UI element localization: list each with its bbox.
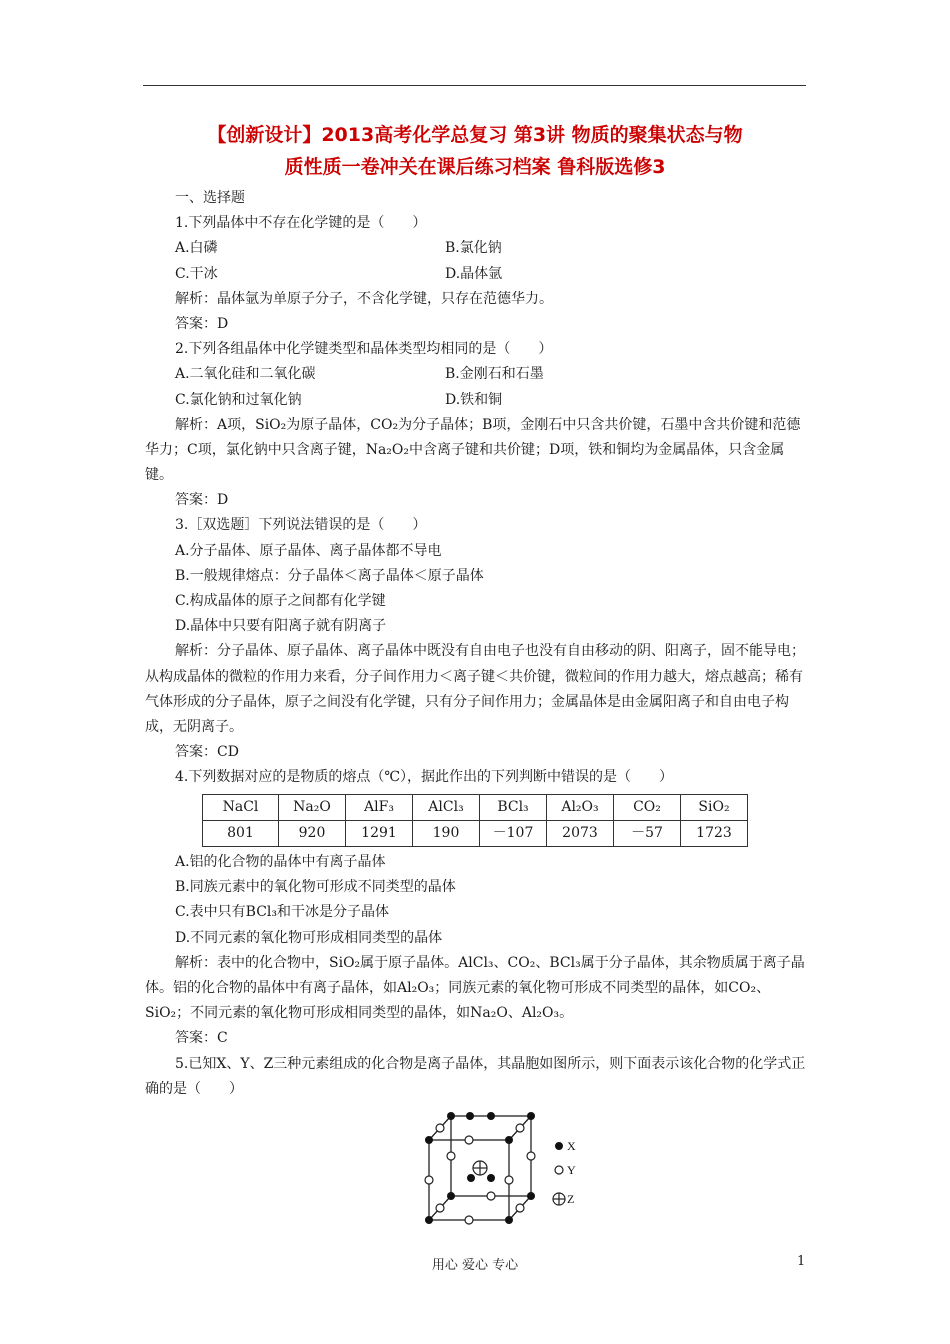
q1-options-row-1	[145, 236, 810, 261]
table-value-cell: 920	[279, 820, 346, 846]
q2-stem: 2.下列各组晶体中化学键类型和晶体类型均相同的是（ ）	[175, 341, 553, 358]
q4-option-a: A.铝的化合物的晶体中有离子晶体	[175, 854, 386, 871]
melting-point-table	[202, 794, 748, 847]
table-header-cell: AlF₃	[346, 794, 413, 820]
legend-y-label: Y	[567, 1162, 576, 1177]
document-body	[145, 186, 810, 1237]
q1-option-b: B.氯化钠	[445, 240, 502, 257]
table-header-row	[203, 794, 748, 820]
q4-answer: 答案：C	[175, 1030, 228, 1047]
table-value-cell: 1291	[346, 820, 413, 846]
q2-option-c: C.氯化钠和过氧化钠	[175, 391, 302, 408]
document-title-line-2: 质性质一卷冲关在课后练习档案 鲁科版选修3	[284, 156, 666, 178]
q1-stem: 1.下列晶体中不存在化学键的是（ ）	[175, 215, 427, 232]
table-header-cell: AlCl₃	[413, 794, 480, 820]
q4-analysis: 解析：表中的化合物中，SiO₂属于原子晶体。AlCl₃、CO₂、BCl₃属于分子晶体，其余物质属于离子晶体。铝的化合物的晶体中有离子晶体，如Al₂O₃；同族元素的氧化物可形成不同类型的晶体，如CO₂、SiO₂；不同元素的氧化物可形成相同类型的晶体，如Na₂O、Al₂O₃。	[145, 954, 805, 1022]
q3-analysis: 解析：分子晶体、原子晶体、离子晶体中既没有自由电子也没有自由移动的阴、阳离子，固不能导电；从构成晶体的微粒的作用力来看，分子间作用力＜离子键＜共价键，微粒间的作用力越大，熔点越高；稀有气体形成的分子晶体，原子之间没有化学键，只有分子间作用力；金属晶体是由金属阳离子和自由电子构成，无阴离子。	[145, 643, 805, 736]
q4-option-d: D.不同元素的氧化物可形成相同类型的晶体	[175, 929, 443, 946]
crystal-cell-figure	[145, 1102, 810, 1237]
q2-options-row-1	[145, 362, 810, 387]
table-value-cell: －57	[614, 820, 681, 846]
q2-option-b: B.金刚石和石墨	[445, 366, 544, 383]
q2-option-a: A.二氧化硅和二氧化碳	[175, 366, 316, 383]
table-header-cell: Na₂O	[279, 794, 346, 820]
page-number: 1	[797, 1254, 806, 1269]
q2-options-row-2	[145, 388, 810, 413]
section-heading: 一、选择题	[175, 190, 245, 206]
table-value-cell: 801	[203, 820, 279, 846]
q4-stem: 4.下列数据对应的是物质的熔点（℃），据此作出的下列判断中错误的是（ ）	[175, 769, 674, 786]
legend	[553, 1139, 576, 1206]
legend-x-label: X	[567, 1138, 576, 1153]
header-rule	[143, 85, 806, 86]
q3-option-b: B.一般规律熔点：分子晶体＜离子晶体＜原子晶体	[175, 567, 484, 584]
q2-analysis: 解析：A项，SiO₂为原子晶体，CO₂为分子晶体；B项，金刚石中只含共价键，石墨中含共价键和范德华力；C项，氯化钠中只含离子键，Na₂O₂中含离子键和共价键；D项，铁和铜均为金属晶体，只含金属键。	[145, 416, 801, 484]
table-header-cell: CO₂	[614, 794, 681, 820]
q2-analysis-block	[145, 413, 810, 489]
table-value-row	[203, 820, 748, 846]
table-header-cell: BCl₃	[480, 794, 547, 820]
q2-option-d: D.铁和铜	[445, 391, 503, 408]
document-title-line-1: 【创新设计】2013高考化学总复习 第3讲 物质的聚集状态与物	[207, 124, 743, 146]
q1-analysis: 解析：晶体氩为单原子分子，不含化学键，只存在范德华力。	[175, 290, 553, 307]
q5-stem: 5.已知X、Y、Z三种元素组成的化合物是离子晶体，其晶胞如图所示，则下面表示该化合物的化学式正确的是（ ）	[145, 1055, 806, 1097]
q3-option-a: A.分子晶体、原子晶体、离子晶体都不导电	[175, 542, 442, 559]
q1-option-a: A.白磷	[175, 240, 218, 257]
q1-option-c: C.干冰	[175, 265, 218, 282]
q2-answer: 答案：D	[175, 492, 229, 509]
q3-option-d: D.晶体中只要有阳离子就有阴离子	[175, 618, 387, 635]
table-value-cell: －107	[480, 820, 547, 846]
q4-option-b: B.同族元素中的氧化物可形成不同类型的晶体	[175, 879, 456, 896]
table-header-cell: Al₂O₃	[547, 794, 614, 820]
q1-answer: 答案：D	[175, 315, 229, 332]
q3-option-c: C.构成晶体的原子之间都有化学键	[175, 593, 386, 610]
legend-z-label: Z	[567, 1191, 575, 1206]
table-value-cell: 190	[413, 820, 480, 846]
q4-option-c: C.表中只有BCl₃和干冰是分子晶体	[175, 904, 390, 921]
footer-slogan: 用心 爱心 专心	[431, 1258, 519, 1273]
q3-answer: 答案：CD	[175, 744, 239, 761]
table-value-cell: 1723	[681, 820, 748, 846]
q1-option-d: D.晶体氩	[445, 265, 503, 282]
table-value-cell: 2073	[547, 820, 614, 846]
table-header-cell: NaCl	[203, 794, 279, 820]
q1-options-row-2	[145, 262, 810, 287]
z-atom	[473, 1161, 487, 1175]
table-header-cell: SiO₂	[681, 794, 748, 820]
unit-cell-diagram	[415, 1102, 595, 1232]
q3-stem: 3.［双选题］下列说法错误的是（ ）	[175, 517, 427, 534]
